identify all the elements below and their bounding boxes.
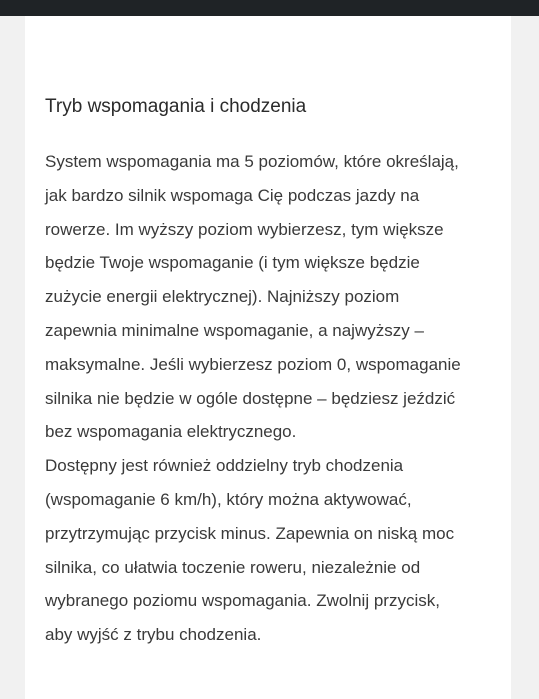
body-line: Dostępny jest również oddzielny tryb chodzenia [45, 456, 404, 476]
body-line: zużycie energii elektrycznej). Najniższy poziom [45, 287, 400, 307]
body-line: silnika, co ułatwia toczenie roweru, niezależnie od [45, 557, 421, 577]
body-line: jak bardzo silnik wspomaga Cię podczas jazdy na [45, 185, 420, 205]
body-line: silnika nie będzie w ogóle dostępne – będziesz jeździć [45, 388, 456, 408]
body-line: (wspomaganie 6 km/h), który można aktywować, [45, 489, 412, 509]
section-body [45, 145, 505, 652]
body-line: aby wyjść z trybu chodzenia. [45, 625, 262, 645]
content-card [25, 16, 511, 699]
body-line: wybranego poziomu wspomagania. Zwolnij przycisk, [45, 591, 440, 611]
body-line: rowerze. Im wyższy poziom wybierzesz, tym większe [45, 219, 444, 239]
body-line: przytrzymując przycisk minus. Zapewnia on niską moc [45, 523, 455, 543]
top-status-bar [0, 0, 539, 16]
body-line: zapewnia minimalne wspomaganie, a najwyższy – [45, 320, 424, 340]
body-line: maksymalne. Jeśli wybierzesz poziom 0, wspomaganie [45, 354, 461, 374]
body-line: będzie Twoje wspomaganie (i tym większe będzie [45, 253, 420, 273]
section-title: Tryb wspomagania i chodzenia [45, 96, 307, 117]
body-line: System wspomagania ma 5 poziomów, które określają, [45, 152, 459, 171]
body-line: bez wspomagania elektrycznego. [45, 422, 297, 442]
